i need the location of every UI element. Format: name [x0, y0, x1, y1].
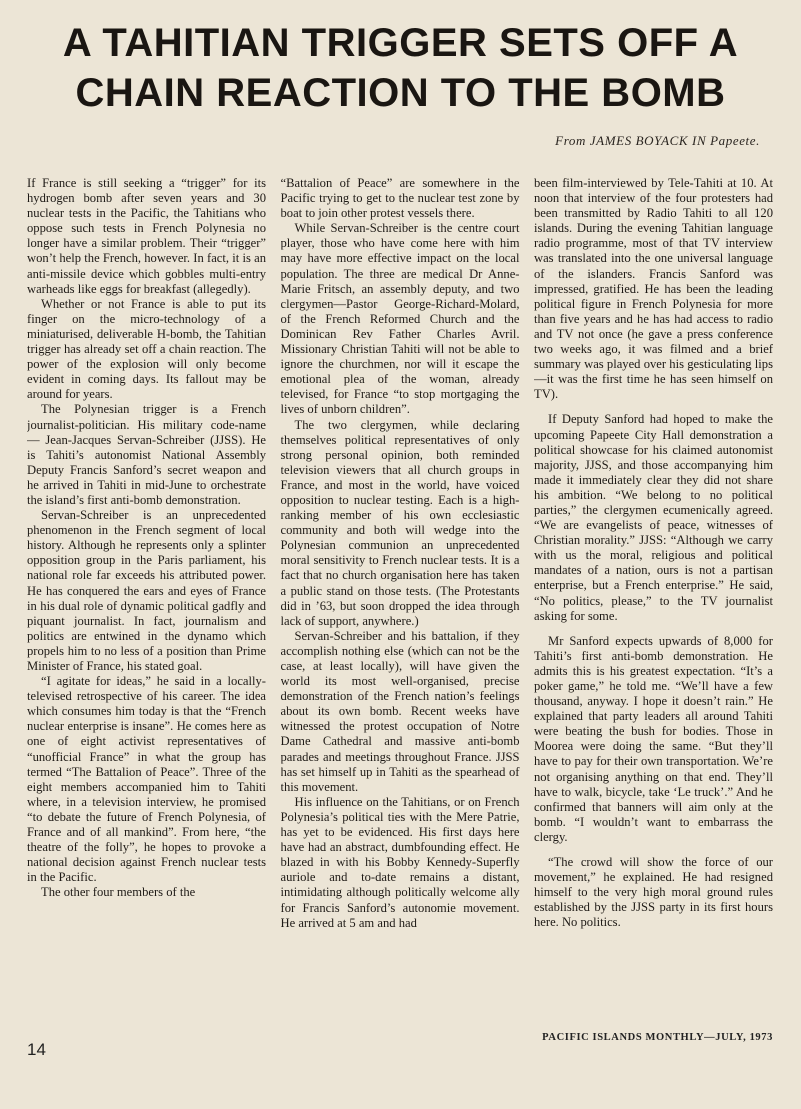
paragraph: Mr Sanford expects upwards of 8,000 for Tahiti’s first anti-bomb demonstration. He admits this is his greatest expectation. “It’s a poker game,” he told me. “We’ll have a few thousand, anyway. I hope it doesn’t rain.” He explained that party leaders all around Tahiti were beating the bush for bodies. Those in Moorea were doing the same. “But they’ll have to pay for their own transportation. We’re not organising anything on that end. They’ll have to walk, bicycle, take ‘Le truck’.” And he confirmed that banners will aim only at the bomb. “I wouldn’t want to embarrass the clergy. — [534, 633, 773, 844]
paragraph: If France is still seeking a “trigger” for its hydrogen bomb after seven years and 30 nuclear tests in the Pacific, the Tahitians who oppose such tests in French Polynesia no longer have a similar problem. Their “trigger” won’t help the French, however. In fact, it is an anti-missile device which gobbles multi-entry warheads like eggs for breakfast (allegedly). — [27, 176, 266, 296]
page-number: 14 — [27, 1040, 46, 1059]
article-body — [27, 176, 773, 1038]
paragraph: The Polynesian trigger is a French journalist-politician. His military code-name — Jean-Jacques Servan-Schreiber (JJSS). He is Tahiti’s autonomist National Assembly Deputy Francis Sanford’s secret weapon and he arrived in Tahiti in mid-June to orchestrate the island’s first anti-bomb demonstration. — [27, 402, 266, 507]
column-3 — [534, 176, 773, 1038]
column-2 — [281, 176, 520, 1038]
headline: A TAHITIAN TRIGGER SETS OFF A CHAIN REACTION TO THE BOMB — [62, 21, 739, 115]
paragraph: Whether or not France is able to put its finger on the micro-technology of a miniaturised, deliverable H-bomb, the Tahitian trigger has already set off a chain reaction. The power of the explosion will only become evident in coming days. Its fallout may be around for years. — [27, 296, 266, 402]
paragraph: While Servan-Schreiber is the centre court player, those who have come here with him may have more effective impact on the local population. The three are medical Dr Anne-Marie Fritsch, an assembly deputy, and two clergymen—Pastor George-Richard-Molard, of the French Reformed Church and the Dominican Rev Father Charles Avril. Missionary Christian Tahiti will not be able to ignore the churchmen, nor will it escape the emotional plea of the woman, already televised, for France “to stop mortgaging the lives of unborn children”. — [280, 221, 520, 417]
paragraph: The other four members of the — [41, 885, 196, 900]
paragraph: “Battalion of Peace” are somewhere in the Pacific trying to get to the nuclear test zone by boat to join other protest vessels there. — [280, 176, 520, 221]
byline: From JAMES BOYACK IN Papeete. — [555, 133, 760, 148]
column-1 — [27, 176, 266, 1038]
paragraph: If Deputy Sanford had hoped to make the upcoming Papeete City Hall demonstration a political showcase for his claimed autonomist majority, JJSS, and those accompanying him made it immediately clear they did not share his ambition. “We belong to no political parties,” the clergymen ecumenically agreed. “We are evangelists of peace, witnesses of Christian morality.” JJSS: “Although we carry with us the moral, religious and political mandates of a nation, ours is not a partisan enterprise, but a French enterprise.” He said, “No politics, please,” to the TV journalist asking for some. — [534, 412, 773, 623]
paragraph: Servan-Schreiber and his battalion, if they accomplish nothing else (which can not be the case, at least locally), will have given the world its most well-organised, precise demonstration of the French nation’s feelings about its own bomb. Recent weeks have witnessed the protest occupation of Notre Dame Cathedral and massive anti-bomb parades and meetings throughout France. JJSS has set himself up in Tahiti as the spearhead of this movement. — [280, 628, 520, 794]
paragraph: Servan-Schreiber is an unprecedented phenomenon in the French segment of local history. Although he represents only a splinter opposition group in the Paris parliament, his national role far exceeds his attributed power. He has conquered the ears and eyes of France in his dual role of dynamic political gadfly and piquant journalist. In fact, journalism and politics are entwined in the dynamo which propels him to no less of a position than Prime Minister of France, his stated goal. — [27, 508, 266, 673]
paragraph: “The crowd will show the force of our movement,” he explained. He had resigned himself to the very high moral ground rules established by the JJSS party in its first hours here. No politics. — [534, 855, 773, 930]
page-footer — [27, 1030, 773, 1060]
paragraph: The two clergymen, while declaring themselves political representatives of only strong personal opinion, both reminded television viewers that all church groups in France, and most in the world, have voiced opposition to nuclear testing. Each is a high-ranking member of his own ecclesiastic community and both will wedge into the Polynesian communion an unprecedented moral sensitivity to French nuclear tests. It is a fact that no church organisation here has taken a public stand on those tests. (The Protestants did in ’63, but soon dropped the idea through lack of support, anywhere.) — [280, 417, 520, 628]
paragraph: His influence on the Tahitians, or on French Polynesia’s political ties with the Mere Patrie, has yet to be evidenced. His first days here have had an abstract, dumbfounding effect. He blazed in with his Bobby Kennedy-Superfly auriole and to-date remains a distant, intimidating although politically welcome ally for Francis Sanford’s autonomie movement. He arrived at 5 am and had — [280, 794, 520, 930]
paragraph: “I agitate for ideas,” he said in a locally-televised retrospective of his career. The idea which consumes him today is that the “French nuclear enterprise is insane”. He comes here as one of eight activist representatives of “unofficial France” in what the group has termed “The Battalion of Peace”. Three of the eight members accompanied him to Tahiti where, in a television interview, he promised “to debate the future of French Polynesia, of France and of all mankind”. From here, “the theatre of the folly”, he hopes to provoke a national decision against French nuclear tests in the Pacific. — [27, 674, 266, 885]
journal-credit: PACIFIC ISLANDS MONTHLY—JULY, 1973 — [542, 1032, 773, 1043]
paragraph: been film-interviewed by Tele-Tahiti at 10. At noon that interview of the four protesters had been transmitted by Radio Tahiti to all 120 islands. During the evening Tahitian language radio programme, most of that TV interview was translated into the one universal language of the islanders. Francis Sanford was impressed, gratified. He has been the leading political figure in French Polynesia for more than five years and he has had access to radio and TV not once (he gave a press conference two weeks ago, it was filmed and a brief summary was played over his gesticulating lips—it was the first time he has seen himself on TV). — [534, 176, 773, 402]
